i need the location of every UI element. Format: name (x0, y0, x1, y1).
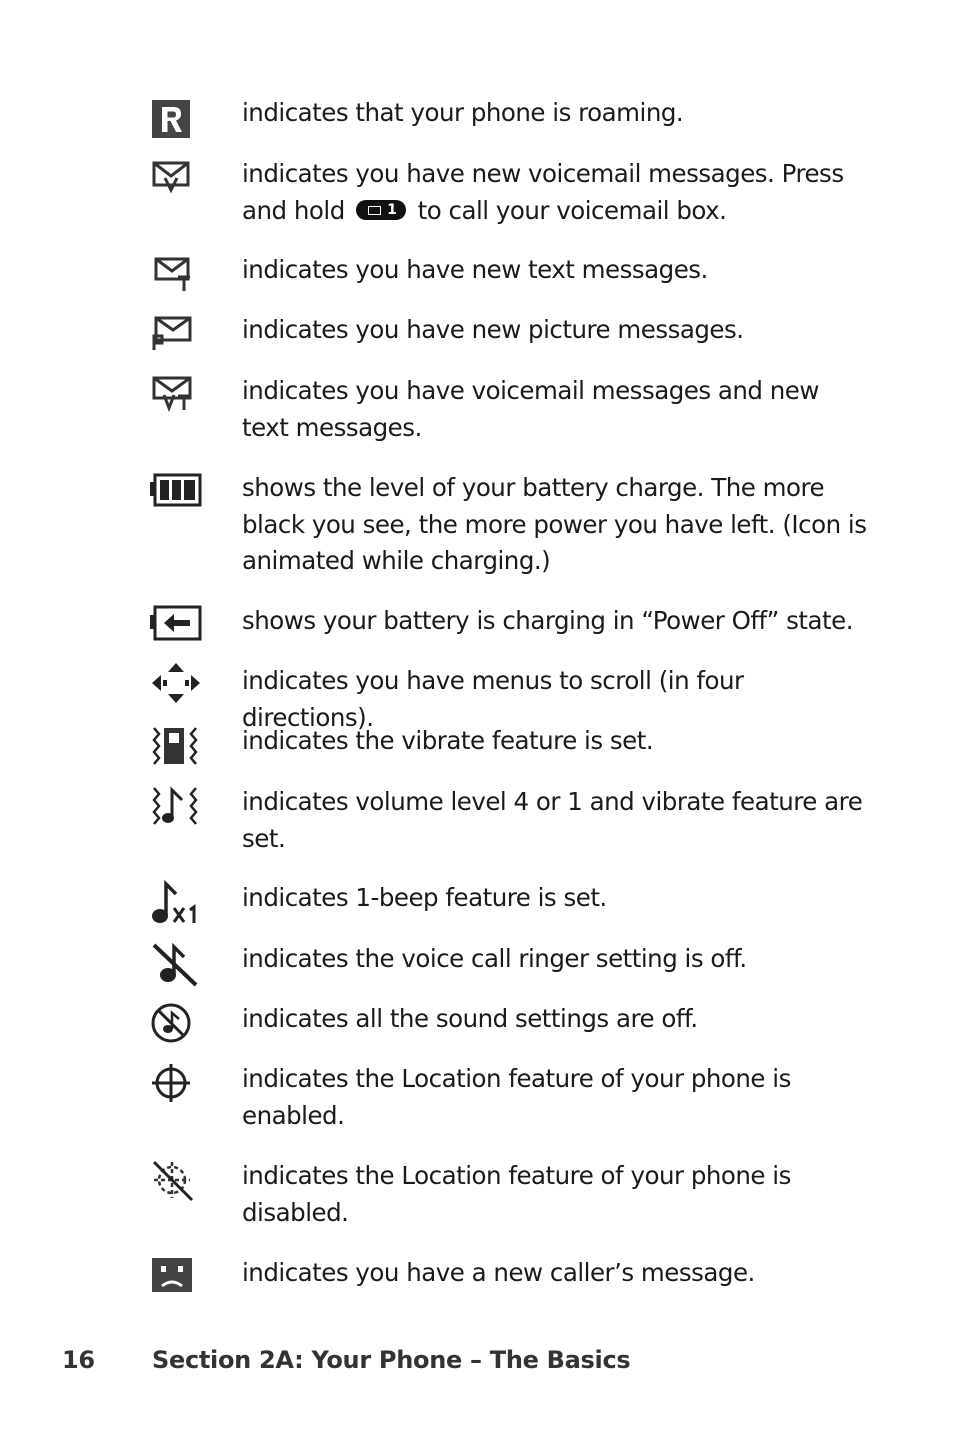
envelope-icon (368, 206, 381, 215)
entry-text: indicates that your phone is roaming. (242, 98, 684, 127)
voicemail-text-icon (150, 375, 202, 423)
one-beep-icon (150, 880, 202, 928)
entry-text-part: to call your voicemail box. (417, 195, 727, 225)
ringer-off-icon (150, 941, 202, 989)
entry-text-part: indicates you have new voicemail messages. Press and hold (242, 159, 844, 225)
battery-charging-icon (150, 604, 202, 652)
entry-text: indicates you have voicemail messages and new text messages. (242, 376, 819, 442)
page-footer (0, 1346, 954, 1386)
entry-text (242, 156, 872, 229)
entry-text: indicates you have a new caller’s message. (242, 1258, 755, 1287)
four-way-scroll-icon (150, 661, 202, 709)
location-off-icon (150, 1158, 202, 1206)
caller-message-icon (150, 1256, 202, 1304)
page-number: 16 (62, 1346, 95, 1374)
key-label: 1 (387, 201, 397, 218)
entry-text: indicates the vibrate feature is set. (242, 726, 654, 755)
roaming-icon (150, 98, 202, 146)
entry-text: indicates volume level 4 or 1 and vibrate feature are set. (242, 787, 863, 853)
entry-text: indicates the Location feature of your phone is enabled. (242, 1064, 791, 1130)
sound-off-icon (150, 1001, 202, 1049)
entry-text: indicates you have menus to scroll (in four directions). (242, 666, 744, 732)
voicemail-icon (150, 160, 202, 208)
section-title: Section 2A: Your Phone – The Basics (152, 1346, 631, 1374)
picture-message-icon (150, 314, 202, 362)
location-on-icon (150, 1062, 202, 1110)
text-message-icon (150, 255, 202, 303)
entry-text: indicates 1-beep feature is set. (242, 883, 607, 912)
voicemail-key (356, 200, 406, 220)
volume-vibrate-icon (150, 784, 202, 832)
entry-text: indicates the voice call ringer setting is off. (242, 944, 747, 973)
vibrate-icon (150, 724, 202, 772)
entry-text: indicates all the sound settings are off. (242, 1004, 698, 1033)
entry-text: indicates the Location feature of your phone is disabled. (242, 1161, 791, 1227)
battery-icon (150, 472, 202, 520)
entry-text: shows your battery is charging in “Power Off” state. (242, 606, 853, 635)
entry-text: indicates you have new picture messages. (242, 315, 744, 344)
entry-text: shows the level of your battery charge. The more black you see, the more power you have left. (Icon is animated while charging.) (242, 473, 867, 575)
entry-text: indicates you have new text messages. (242, 255, 708, 284)
